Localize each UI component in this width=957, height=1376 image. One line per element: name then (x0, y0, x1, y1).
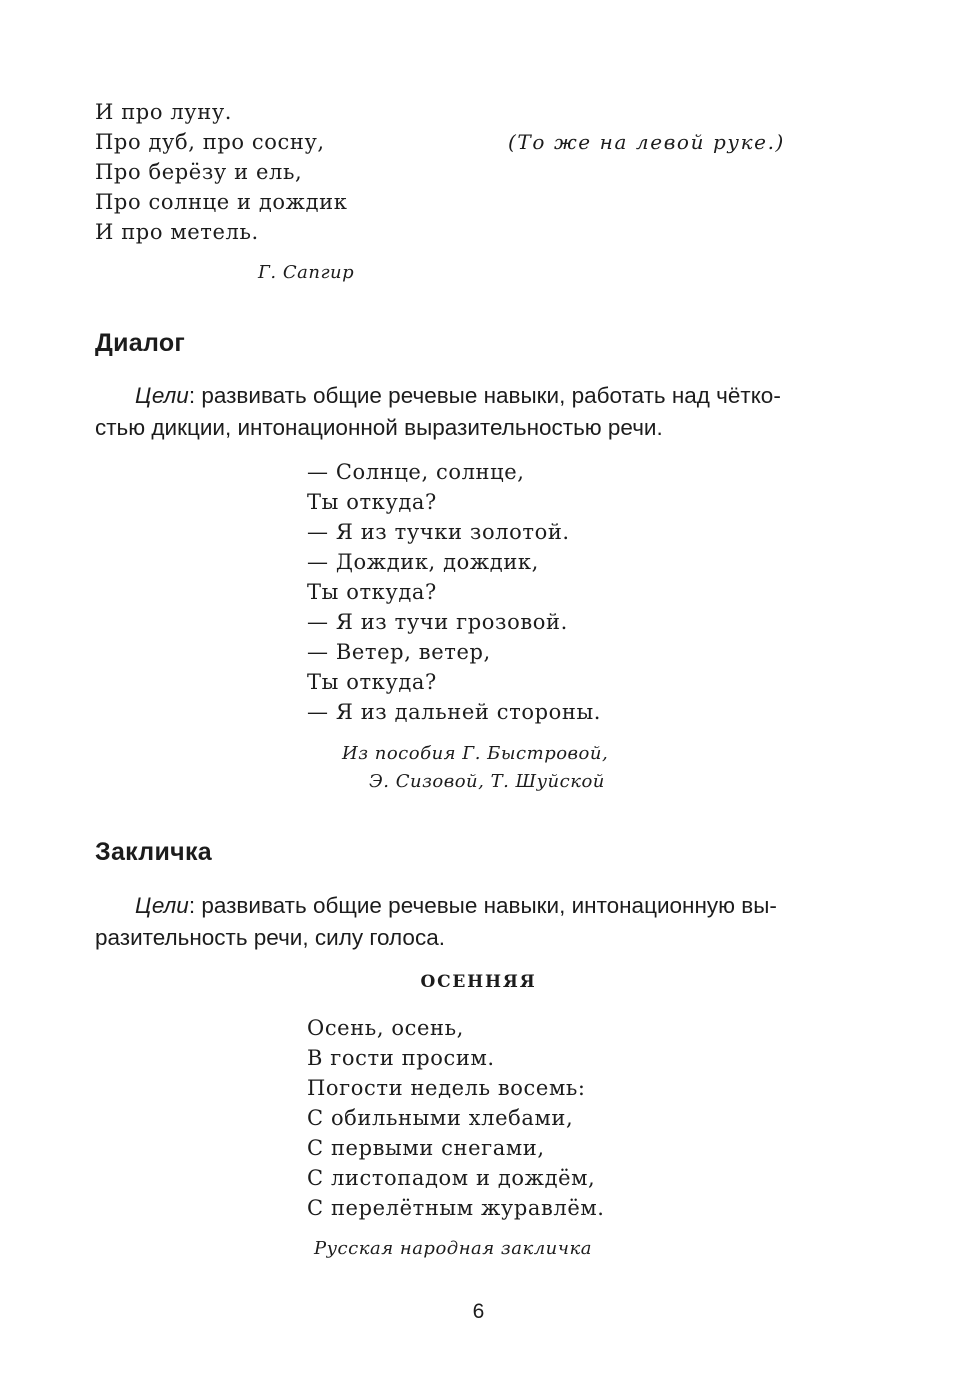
poem-line: — Дождик, дождик, (307, 550, 539, 574)
zaklichka-poem (307, 1013, 605, 1223)
poem-author: Г. Сапгир (258, 262, 355, 283)
poem-line: С листопадом и дождём, (307, 1166, 596, 1190)
poem-line: Про солнце и дождик (95, 190, 348, 214)
source-line: Э. Сизовой, Т. Шуйской (369, 771, 605, 792)
goals-line: стью дикции, интонационной выразительностью речи. (95, 415, 663, 440)
poem-line: — Я из тучи грозовой. (307, 610, 568, 634)
top-poem (95, 97, 347, 247)
goals-line (95, 380, 865, 412)
poem-line: Ты откуда? (307, 670, 437, 694)
poem-line: Про дуб, про сосну, (95, 130, 325, 154)
poem-line: Про берёзу и ель, (95, 160, 303, 184)
poem-line: Погости недель восемь: (307, 1076, 586, 1100)
poem-line: Осень, осень, (307, 1016, 464, 1040)
stage-direction: (То же на левой руке.) (508, 130, 785, 154)
poem-line: С перелётным журавлём. (307, 1196, 605, 1220)
page-number: 6 (472, 1300, 485, 1323)
goals-line: разительность речи, силу голоса. (95, 925, 445, 950)
poem-line: Ты откуда? (307, 490, 437, 514)
goals-label: Цели (135, 893, 189, 918)
section-title-zaklichka: Закличка (95, 838, 212, 866)
poem-line: С обильными хлебами, (307, 1106, 574, 1130)
poem-title (0, 969, 957, 995)
poem-title-text: ОСЕННЯЯ (420, 972, 537, 992)
goals-paragraph (95, 380, 865, 444)
poem-line: В гости просим. (307, 1046, 495, 1070)
goals-paragraph (95, 890, 865, 954)
goals-text: : развивать общие речевые навыки, работать над чётко- (188, 383, 781, 408)
poem-line: И про метель. (95, 220, 259, 244)
section-title-dialog: Диалог (95, 329, 186, 357)
poem-line: — Я из дальней стороны. (307, 700, 602, 724)
poem-line: — Я из тучки золотой. (307, 520, 570, 544)
poem-line: Ты откуда? (307, 580, 437, 604)
dialog-poem (307, 457, 601, 727)
goals-text: : развивать общие речевые навыки, интонационную вы- (188, 893, 777, 918)
poem-line: — Ветер, ветер, (307, 640, 491, 664)
poem-line: И про луну. (95, 100, 233, 124)
poem-line: С первыми снегами, (307, 1136, 545, 1160)
poem-source: Русская народная закличка (314, 1238, 592, 1259)
goals-label: Цели (135, 383, 189, 408)
poem-line: — Солнце, солнце, (307, 460, 525, 484)
goals-line (95, 890, 865, 922)
source-line: Из пособия Г. Быстровой, (342, 743, 609, 764)
poem-source (342, 740, 608, 796)
